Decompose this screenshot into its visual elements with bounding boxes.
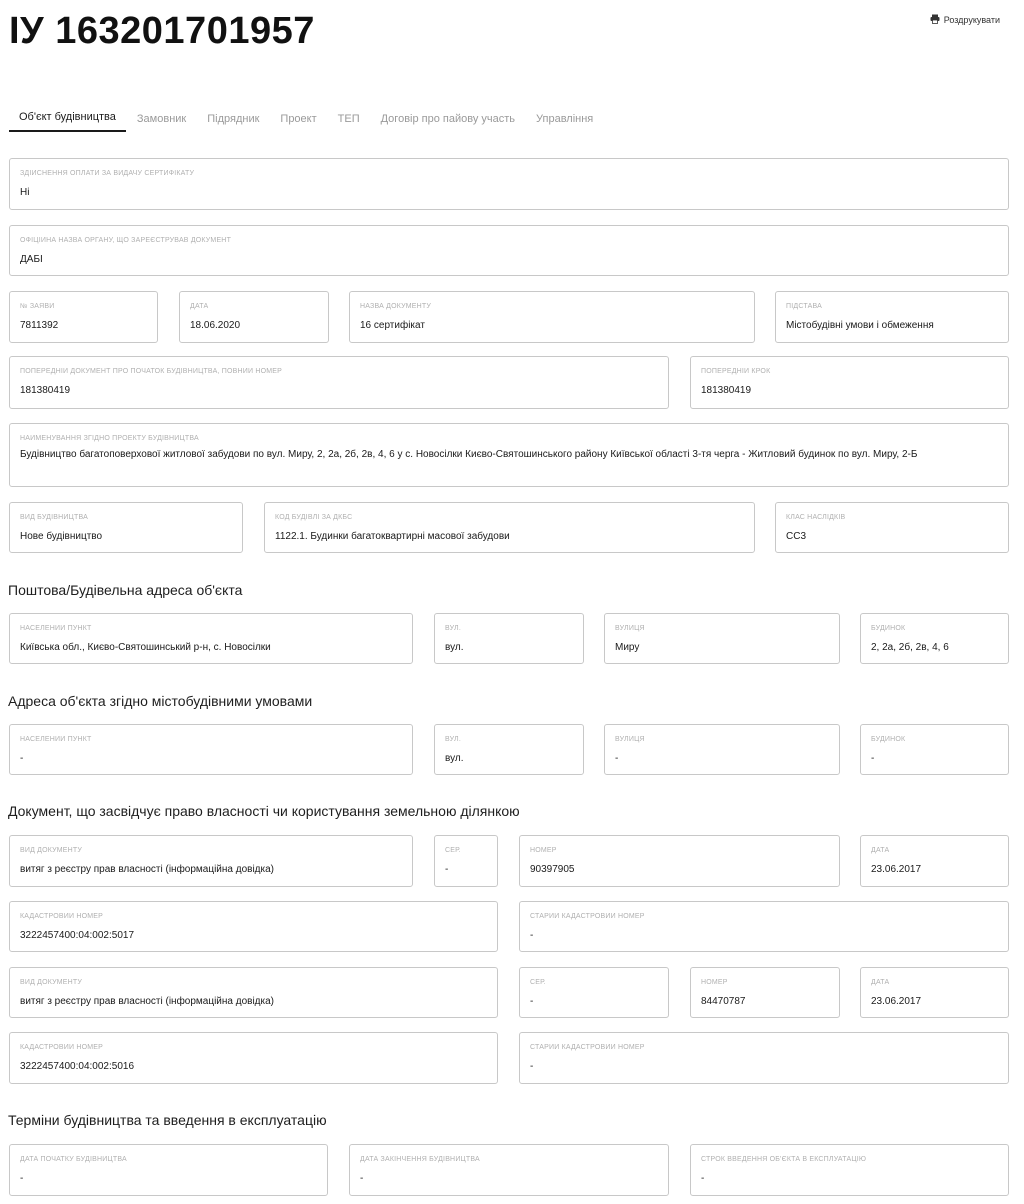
- field-value: витяг з реєстру прав власності (інформаційна довідка): [20, 864, 274, 875]
- field-value: вул.: [445, 753, 464, 764]
- field-value: 84470787: [701, 996, 746, 1007]
- series-field: [434, 835, 498, 887]
- field-value: ДАБІ: [20, 254, 43, 265]
- field-label: ДАТА: [190, 303, 209, 310]
- field-value: 181380419: [20, 385, 71, 396]
- series-field: [519, 967, 669, 1018]
- field-value: -: [445, 864, 449, 875]
- field-value: -: [871, 753, 875, 764]
- field-value: СС3: [786, 531, 807, 542]
- field-value: Миру: [615, 642, 640, 653]
- field-label: № ЗАЯВИ: [20, 303, 55, 310]
- field-label: НАЙМЕНУВАННЯ ЗГІДНО ПРОЕКТУ БУДІВНИЦТВА: [20, 435, 199, 442]
- section-title-planning-address: Адреса об'єкта згідно містобудівними умовами: [8, 693, 313, 709]
- construction-start-field: [9, 1144, 328, 1196]
- field-label: КЛАС НАСЛІДКІВ: [786, 514, 846, 521]
- street-field: [604, 724, 840, 775]
- field-value: 3222457400:04:002:5017: [20, 930, 135, 941]
- field-label: ДАТА: [871, 979, 890, 986]
- field-label: КАДАСТРОВИЙ НОМЕР: [20, 1044, 104, 1051]
- field-label: СТРОК ВВЕДЕННЯ ОБ'ЄКТА В ЕКСПЛУАТАЦІЮ: [701, 1156, 867, 1163]
- field-value: 2, 2а, 2б, 2в, 4, 6: [871, 642, 949, 653]
- field-label: СТАРИЙ КАДАСТРОВИЙ НОМЕР: [530, 1044, 645, 1051]
- field-value: Містобудівні умови і обмеження: [786, 320, 934, 331]
- building-code-field: [264, 502, 755, 553]
- field-label: БУДИНОК: [871, 736, 906, 743]
- field-label: ПОПЕРЕДНІЙ ДОКУМЕНТ ПРО ПОЧАТОК БУДІВНИЦТВА, ПОВНИЙ НОМЕР: [20, 368, 283, 375]
- building-field: [860, 613, 1009, 664]
- document-date-field: [860, 835, 1009, 887]
- tab-customer[interactable]: Замовник: [136, 113, 187, 125]
- document-date-field: [860, 967, 1009, 1018]
- tab-project[interactable]: Проект: [280, 113, 317, 125]
- field-value: 18.06.2020: [190, 320, 241, 331]
- field-label: КОД БУДІВЛІ ЗА ДКБС: [275, 514, 353, 521]
- field-label: ВУЛИЦЯ: [615, 736, 645, 743]
- tab-contractor[interactable]: Підрядник: [207, 113, 260, 125]
- basis-field: [775, 291, 1009, 343]
- tab-object[interactable]: Об'єкт будівництва: [9, 108, 126, 132]
- date-field: [179, 291, 329, 343]
- field-label: ДАТА: [871, 847, 890, 854]
- field-label: НАСЕЛЕНИЙ ПУНКТ: [20, 625, 92, 632]
- payment-field: [9, 158, 1009, 210]
- old-cadastral-number-field: [519, 1032, 1009, 1084]
- field-label: ПІДСТАВА: [786, 303, 822, 310]
- consequence-class-field: [775, 502, 1009, 553]
- field-label: ДАТА ЗАКІНЧЕННЯ БУДІВНИЦТВА: [360, 1156, 480, 1163]
- field-label: ВУЛ.: [445, 736, 461, 743]
- cadastral-number-field: [9, 1032, 498, 1084]
- field-value: 90397905: [530, 864, 575, 875]
- field-value: -: [615, 753, 619, 764]
- section-title-postal-address: Поштова/Будівельна адреса об'єкта: [8, 582, 243, 598]
- field-label: ДАТА ПОЧАТКУ БУДІВНИЦТВА: [20, 1156, 127, 1163]
- field-value: -: [20, 753, 24, 764]
- number-field: [519, 835, 840, 887]
- field-value: 23.06.2017: [871, 864, 922, 875]
- number-field: [690, 967, 840, 1018]
- field-label: ОФІЦІЙНА НАЗВА ОРГАНУ, ЩО ЗАРЕЄСТРУВАВ ДОКУМЕНТ: [20, 237, 232, 244]
- field-value: -: [20, 1173, 24, 1184]
- field-label: ВУЛИЦЯ: [615, 625, 645, 632]
- tab-bar: [9, 108, 604, 132]
- field-value: 16 сертифікат: [360, 320, 425, 331]
- building-field: [860, 724, 1009, 775]
- field-value: Будівництво багатоповерхової житлової забудови по вул. Миру, 2, 2а, 2б, 2в, 4, 6 у с. Новосілки Києво-Святошинського району Київської області 3-тя черга - Житловий будинок по вул. Миру, 2-Б: [20, 449, 918, 460]
- page-title: ІУ 163201701957: [9, 10, 315, 52]
- project-name-field: [9, 423, 1009, 487]
- field-label: КАДАСТРОВИЙ НОМЕР: [20, 913, 104, 920]
- application-number-field: [9, 291, 158, 343]
- field-value: -: [530, 1061, 534, 1072]
- section-title-land-document: Документ, що засвідчує право власності чи користування земельною ділянкою: [8, 803, 520, 819]
- field-label: ВИД ДОКУМЕНТУ: [20, 979, 83, 986]
- field-label: НАСЕЛЕНИЙ ПУНКТ: [20, 736, 92, 743]
- field-value: 1122.1. Будинки багатоквартирні масової забудови: [275, 531, 510, 542]
- field-value: Київська обл., Києво-Святошинський р-н, с. Новосілки: [20, 642, 271, 653]
- field-label: ВУЛ.: [445, 625, 461, 632]
- commissioning-term-field: [690, 1144, 1009, 1196]
- tab-share-agreement[interactable]: Договір про пайову участь: [380, 113, 516, 125]
- tab-tep[interactable]: ТЕП: [337, 113, 360, 125]
- field-label: НОМЕР: [701, 979, 728, 986]
- cadastral-number-field: [9, 901, 498, 952]
- print-button[interactable]: [930, 14, 1000, 26]
- document-name-field: [349, 291, 755, 343]
- tab-management[interactable]: Управління: [536, 113, 594, 125]
- street-type-field: [434, 613, 584, 664]
- field-label: ВИД ДОКУМЕНТУ: [20, 847, 83, 854]
- field-label: ВИД БУДІВНИЦТВА: [20, 514, 88, 521]
- field-label: НОМЕР: [530, 847, 557, 854]
- field-label: СТАРИЙ КАДАСТРОВИЙ НОМЕР: [530, 913, 645, 920]
- field-label: БУДИНОК: [871, 625, 906, 632]
- document-type-field: [9, 967, 498, 1018]
- section-title-terms: Терміни будівництва та введення в експлуатацію: [8, 1112, 327, 1128]
- authority-field: [9, 225, 1009, 276]
- field-label: СЕР.: [445, 847, 461, 854]
- field-value: 7811392: [20, 320, 59, 331]
- settlement-field: [9, 724, 413, 775]
- construction-type-field: [9, 502, 243, 553]
- field-label: ПОПЕРЕДНІЙ КРОК: [701, 368, 771, 375]
- old-cadastral-number-field: [519, 901, 1009, 952]
- field-value: -: [530, 996, 534, 1007]
- construction-end-field: [349, 1144, 669, 1196]
- street-field: [604, 613, 840, 664]
- print-label: Роздрукувати: [943, 15, 1000, 25]
- field-value: -: [360, 1173, 364, 1184]
- field-value: -: [701, 1173, 705, 1184]
- field-value: Ні: [20, 187, 30, 198]
- field-value: вул.: [445, 642, 464, 653]
- field-label: СЕР.: [530, 979, 546, 986]
- field-value: Нове будівництво: [20, 531, 103, 542]
- previous-document-field: [9, 356, 669, 409]
- field-value: витяг з реєстру прав власності (інформаційна довідка): [20, 996, 274, 1007]
- document-type-field: [9, 835, 413, 887]
- field-value: -: [530, 930, 534, 941]
- previous-step-field: [690, 356, 1009, 409]
- field-label: ЗДІЙСНЕННЯ ОПЛАТИ ЗА ВИДАЧУ СЕРТИФІКАТУ: [20, 170, 195, 177]
- field-label: НАЗВА ДОКУМЕНТУ: [360, 303, 431, 310]
- settlement-field: [9, 613, 413, 664]
- field-value: 181380419: [701, 385, 752, 396]
- printer-icon: [930, 14, 940, 26]
- street-type-field: [434, 724, 584, 775]
- field-value: 23.06.2017: [871, 996, 922, 1007]
- field-value: 3222457400:04:002:5016: [20, 1061, 135, 1072]
